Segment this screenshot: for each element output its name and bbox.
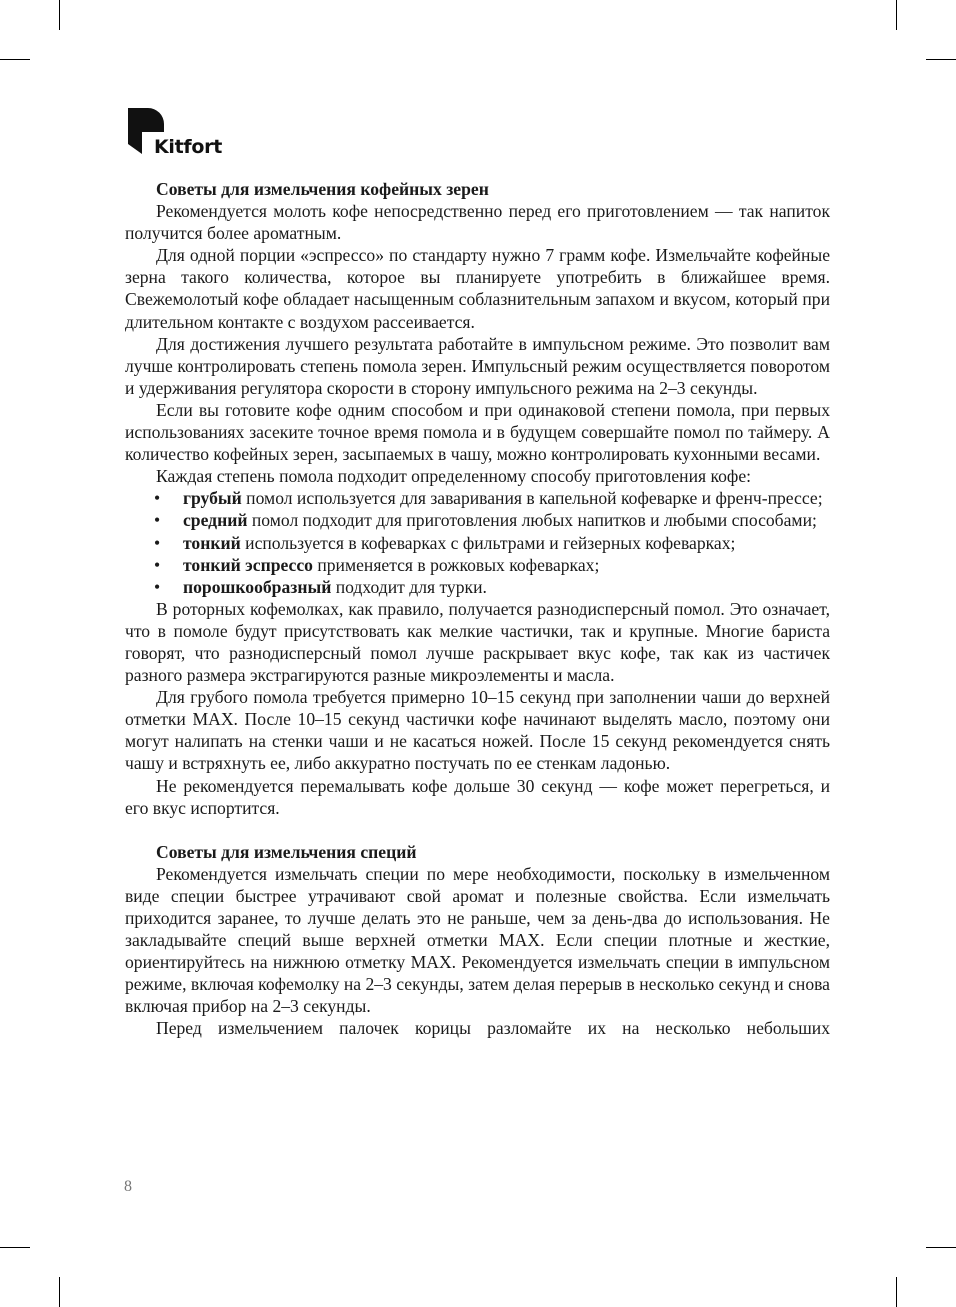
list-item-term: тонкий [183, 532, 241, 553]
paragraph: Рекомендуется молоть кофе непосредственно перед его приготовлением — так напиток получится более ароматным. [125, 201, 830, 244]
crop-mark [0, 59, 30, 60]
bullet-icon: • [154, 488, 161, 509]
bullet-icon: • [154, 532, 161, 553]
paragraph: Рекомендуется измельчать специи по мере необходимости, поскольку в измельченном виде специи быстрее утрачивают свой аромат и полезные свойства. Если измельчать приходится заранее, то лучше делать это не раньше, чем за день-два до использования. Не закладывайте специй выше верхней отметки MAX. Если специи плотные и жесткие, ориентируйтесь на нижнюю отметку MAX. Рекомендуется измельчать специи в импульсном режиме, включая кофемолку на 2–3 секунды, затем делая перерыв в несколько секунд и снова включая прибор на 2–3 секунды. [125, 863, 830, 1017]
crop-mark [59, 1277, 60, 1307]
crop-mark [896, 1277, 897, 1307]
bullet-icon: • [154, 554, 161, 575]
section-heading: Советы для измельчения специй [156, 841, 417, 862]
paragraph: Перед измельчением палочек корицы разломайте их на несколько небольших [156, 1018, 830, 1039]
list-item-text: применяется в рожковых кофеварках; [312, 554, 600, 575]
crop-mark [59, 0, 60, 30]
page-number: 8 [124, 1178, 132, 1195]
list-item-text: используется в кофеварках с фильтрами и гейзерных кофеварках; [240, 532, 736, 553]
list-item-term: средний [183, 510, 248, 531]
section-heading: Советы для измельчения кофейных зерен [156, 179, 489, 199]
list-item-term: порошкообразный [183, 576, 332, 597]
paragraph: Каждая степень помола подходит определенному способу приготовления кофе: [156, 466, 752, 487]
paragraph: Не рекомендуется перемалывать кофе дольше 30 секунд — кофе может перегреться, и его вкус испортится. [125, 775, 830, 818]
paragraph: В роторных кофемолках, как правило, получается разнодисперсный помол. Это означает, что в помоле будут присутствовать как мелкие частички, так и крупные. Многие бариста говорят, что разнодисперсный помол лучше раскрывает вкус кофе, так как из частичек разного размера экстрагируются разные микроэлементы и масла. [125, 598, 830, 686]
crop-mark [896, 0, 897, 30]
list-item [125, 509, 830, 531]
list-item [125, 487, 830, 509]
list-item-term: тонкий эспрессо [183, 554, 313, 575]
page-content [125, 178, 830, 1040]
list-item [125, 532, 830, 554]
paragraph: Для грубого помола требуется примерно 10–15 секунд при заполнении чаши до верхней отметки MAX. После 10–15 секунд частички кофе начинают выделять масло, поэтому они могут налипать на стенки чаши и не касаться ножей. После 15 секунд рекомендуется снять чашу и встряхнуть ее, либо аккуратно постучать по ее стенкам ладонью. [125, 687, 830, 774]
list-item-text: подходит для турки. [331, 576, 487, 597]
list-item-term: грубый [183, 488, 242, 509]
grind-list [125, 487, 830, 597]
bullet-icon: • [154, 510, 161, 531]
brand-name: Kitfort [154, 136, 222, 158]
crop-mark [926, 1247, 956, 1248]
paragraph: Для достижения лучшего результата работайте в импульсном режиме. Это позволит вам лучше контролировать степень помола зерен. Импульсный режим осуществляется поворотом и удерживания регулятора скорости в сторону импульсного режима на 2–3 секунды. [125, 333, 830, 398]
brand-logo [126, 108, 266, 160]
paragraph: Для одной порции «эспрессо» по стандарту нужно 7 грамм кофе. Измельчайте кофейные зерна такого количества, которое вы планируете употребить в ближайшее время. Свежемолотый кофе обладает насыщенным соблазнительным запахом и вкусом, который при длительном контакте с воздухом рассеивается. [125, 245, 830, 332]
bullet-icon: • [154, 576, 161, 597]
crop-mark [926, 59, 956, 60]
paragraph: Если вы готовите кофе одним способом и при одинаковой степени помола, при первых использованиях засеките точное время помола и в будущем совершайте помол по таймеру. А количество кофейных зерен, засыпаемых в чашу, можно контролировать кухонными весами. [125, 399, 830, 465]
crop-mark [0, 1247, 30, 1248]
list-item [125, 576, 830, 598]
list-item-text: помол подходит для приготовления любых напитков и любыми способами; [247, 510, 817, 531]
list-item [125, 554, 830, 576]
list-item-text: помол используется для заваривания в капельной кофеварке и френч-прессе; [241, 488, 823, 509]
